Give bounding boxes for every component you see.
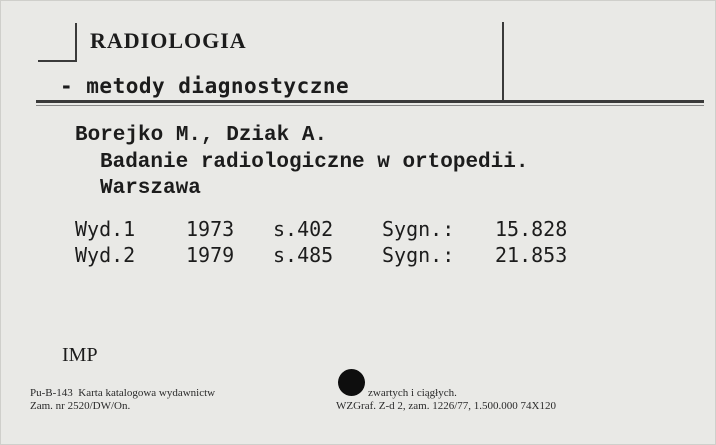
edition-2-year: 1979: [186, 243, 235, 267]
corner-mark-vertical: [75, 23, 77, 61]
edition-2-sygn: 21.853: [495, 243, 568, 267]
footer-line-2-left: Zam. nr 2520/DW/On.: [30, 400, 131, 412]
footer-line-1-right: zwartych i ciągłych.: [368, 387, 457, 399]
subject-heading: RADIOLOGIA: [90, 28, 247, 53]
edition-2-pages: s.485: [273, 243, 334, 267]
punch-hole: [338, 369, 365, 396]
heading-rule-thin: [36, 105, 704, 106]
imp-stamp: IMP: [62, 344, 98, 366]
heading-rule: [36, 100, 704, 103]
footer-line-1-left: Pu-B-143 Karta katalogowa wydawnictw: [30, 387, 216, 399]
heading-box-vertical-rule: [502, 22, 504, 102]
title-line: Badanie radiologiczne w ortopedii.: [100, 151, 529, 174]
edition-1-sygn: 15.828: [495, 217, 568, 241]
edition-1-sygn-label: Sygn.:: [382, 217, 455, 241]
footer-line-2-right: WZGraf. Z-d 2, zam. 1226/77, 1.500.000 74X120: [336, 400, 556, 412]
edition-1-year: 1973: [186, 217, 235, 241]
place-line: Warszawa: [100, 177, 201, 200]
corner-mark-horizontal: [38, 60, 77, 62]
edition-2-sygn-label: Sygn.:: [382, 243, 455, 267]
subject-subheading: - metody diagnostyczne: [60, 74, 350, 98]
author-line: Borejko M., Dziak A.: [75, 124, 328, 147]
edition-1-label: Wyd.1: [75, 217, 136, 241]
edition-2-label: Wyd.2: [75, 243, 136, 267]
edition-1-pages: s.402: [273, 217, 334, 241]
